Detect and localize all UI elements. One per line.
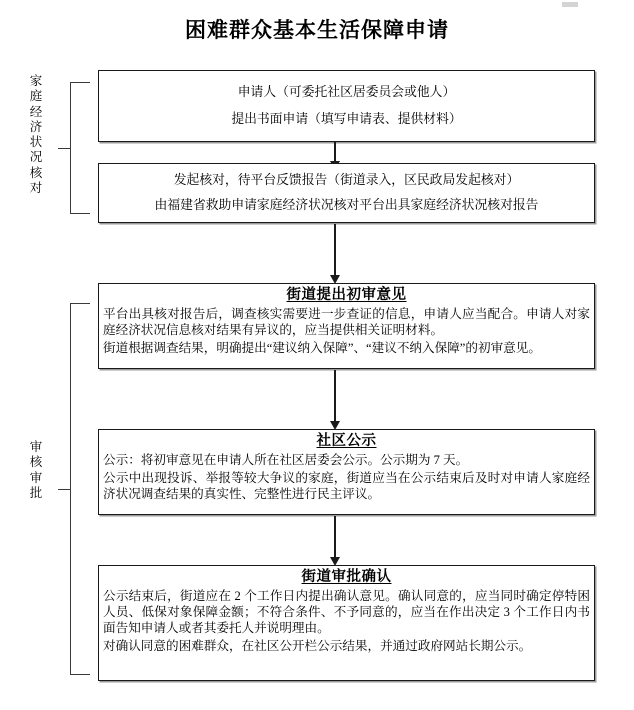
box-street-approval-confirmation-heading: 街道审批确认 [301, 569, 392, 585]
bracket-review-and-approval [70, 303, 90, 675]
box-community-publicity-heading: 社区公示 [316, 433, 377, 449]
arrow-applicant-to-verification [334, 142, 336, 162]
box-community-publicity-para-1: 公示：将初审意见在申请人所在社区居委会公示。公示期为 7 天。 [103, 452, 469, 467]
box-street-approval-confirmation-para-2: 对确认同意的困难群众，在社区公开栏公示结果，并通过政府网站长期公示。 [103, 638, 532, 653]
box-applicant-line-1: 申请人（可委托社区居委员会或他人） [237, 85, 456, 100]
side-label-review-and-approval: 审核审批 [29, 440, 43, 500]
box-community-publicity-body [99, 452, 594, 508]
arrow-verification-to-preliminary [334, 224, 336, 276]
box-street-preliminary-opinion-body [99, 306, 594, 362]
arrow-preliminary-to-publicity [334, 370, 336, 422]
box-street-preliminary-opinion [98, 283, 595, 369]
box-street-approval-confirmation-body [99, 588, 594, 660]
box-street-approval-confirmation-para-1: 公示结束后，街道应在 2 个工作日内提出确认意见。确认同意的，应当同时确定停特困人员、低保对象保障金额；不符合条件、不予同意的，应当在作出决定 3 个工作日内书面告知申请人或者其委托人并说明理由。 [103, 588, 590, 635]
corner-marker [562, 2, 578, 7]
box-community-publicity [98, 429, 595, 515]
box-applicant [98, 70, 595, 142]
arrow-publicity-to-approval [334, 516, 336, 558]
box-initiate-verification [98, 163, 595, 223]
box-street-preliminary-opinion-para-1: 平台出具核对报告后，调查核实需要进一步查证的信息，申请人应当配合。申请人对家庭经济状况信息核对结果有异议的，应当提供相关证明材料。 [103, 306, 590, 337]
box-street-approval-confirmation [98, 565, 595, 681]
bracket-family-economic-verification [70, 82, 90, 214]
box-street-preliminary-opinion-para-2: 街道根据调查结果，明确提出“建议纳入保障”、“建议不纳入保障”的初审意见。 [103, 340, 541, 355]
box-initiate-verification-line-2: 由福建省救助申请家庭经济状况核对平台出具家庭经济状况核对报告 [154, 198, 539, 212]
side-label-family-economic-verification: 家庭经济状况核对 [29, 74, 43, 195]
box-applicant-line-2: 提出书面申请（填写申请表、提供材料） [231, 112, 462, 126]
page-title: 困难群众基本生活保障申请 [185, 18, 449, 42]
box-initiate-verification-line-1: 发起核对，待平台反馈报告（街道录入，区民政局发起核对） [173, 173, 520, 188]
box-community-publicity-para-2: 公示中出现投诉、举报等较大争议的家庭，街道应当在公示结束后及时对申请人家庭经济状况调查结果的真实性、完整性进行民主评议。 [103, 470, 590, 501]
box-street-preliminary-opinion-heading: 街道提出初审意见 [286, 287, 407, 303]
